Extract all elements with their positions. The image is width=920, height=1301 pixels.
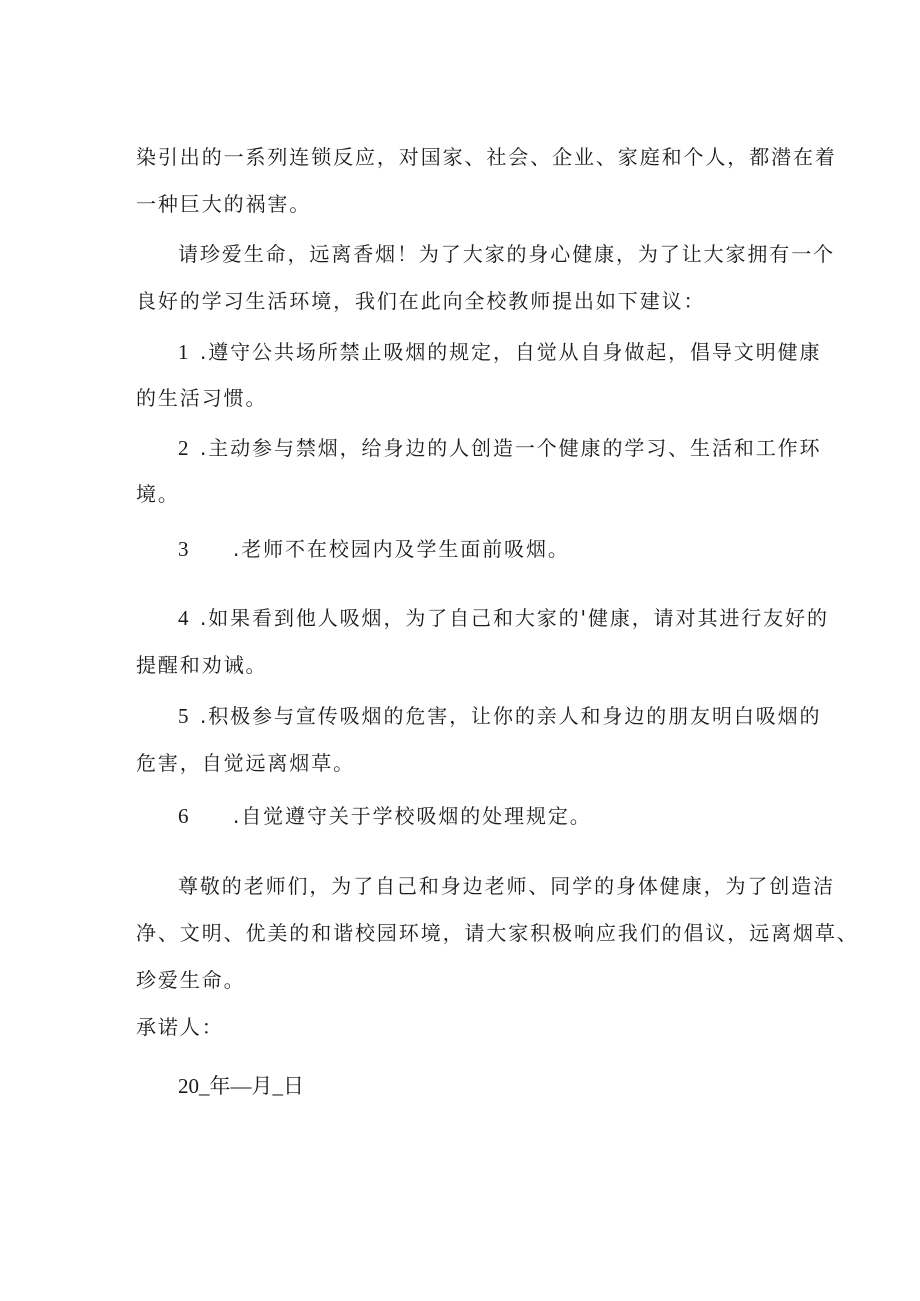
signer-label: 承诺人：: [136, 1015, 224, 1039]
date-line: 20_年—月_日: [178, 1074, 304, 1098]
item-5-line-2: 危害，自觉远离烟草。: [136, 751, 355, 775]
item-5-line-1: [178, 702, 821, 730]
call-line-1: 请珍爱生命，远离香烟！为了大家的身心健康，为了让大家拥有一个: [178, 242, 835, 266]
item-1-text: .遵守公共场所禁止吸烟的规定，自觉从自身做起，倡导文明健康: [200, 340, 822, 364]
item-1-line-2: 的生活习惯。: [136, 386, 268, 410]
item-5-text: .积极参与宣传吸烟的危害，让你的亲人和身边的朋友明白吸烟的: [200, 704, 822, 728]
item-6-line-1: [178, 802, 592, 830]
item-2-text: .主动参与禁烟，给身边的人创造一个健康的学习、生活和工作环: [200, 436, 822, 460]
item-2-number: 2: [178, 436, 189, 460]
item-6-text: .自觉遵守关于学校吸烟的处理规定。: [233, 804, 592, 828]
item-3-number: 3: [178, 537, 189, 561]
item-4-line-1: [178, 604, 829, 632]
closing-line-2: 净、文明、优美的和谐校园环境，请大家积极响应我们的倡议，远离烟草、: [136, 921, 859, 945]
intro-line-2: 一种巨大的祸害。: [136, 192, 312, 216]
item-1-line-1: [178, 338, 821, 366]
item-2-line-1: [178, 434, 821, 462]
item-6-number: 6: [178, 804, 189, 828]
closing-line-1: 尊敬的老师们，为了自己和身边老师、同学的身体健康，为了创造洁: [178, 874, 835, 898]
intro-line-1: 染引出的一系列连锁反应，对国家、社会、企业、家庭和个人，都潜在着: [136, 145, 837, 169]
item-3-line-1: [178, 535, 570, 563]
call-line-2: 良好的学习生活环境，我们在此向全校教师提出如下建议：: [136, 289, 706, 313]
item-4-text: .如果看到他人吸烟，为了自己和大家的'健康，请对其进行友好的: [200, 606, 829, 630]
item-4-number: 4: [178, 606, 189, 630]
item-4-line-2: 提醒和劝诫。: [136, 653, 268, 677]
item-3-text: .老师不在校园内及学生面前吸烟。: [233, 537, 570, 561]
item-1-number: 1: [178, 340, 189, 364]
item-5-number: 5: [178, 704, 189, 728]
item-2-line-2: 境。: [136, 482, 180, 506]
closing-line-3: 珍爱生命。: [136, 968, 246, 992]
